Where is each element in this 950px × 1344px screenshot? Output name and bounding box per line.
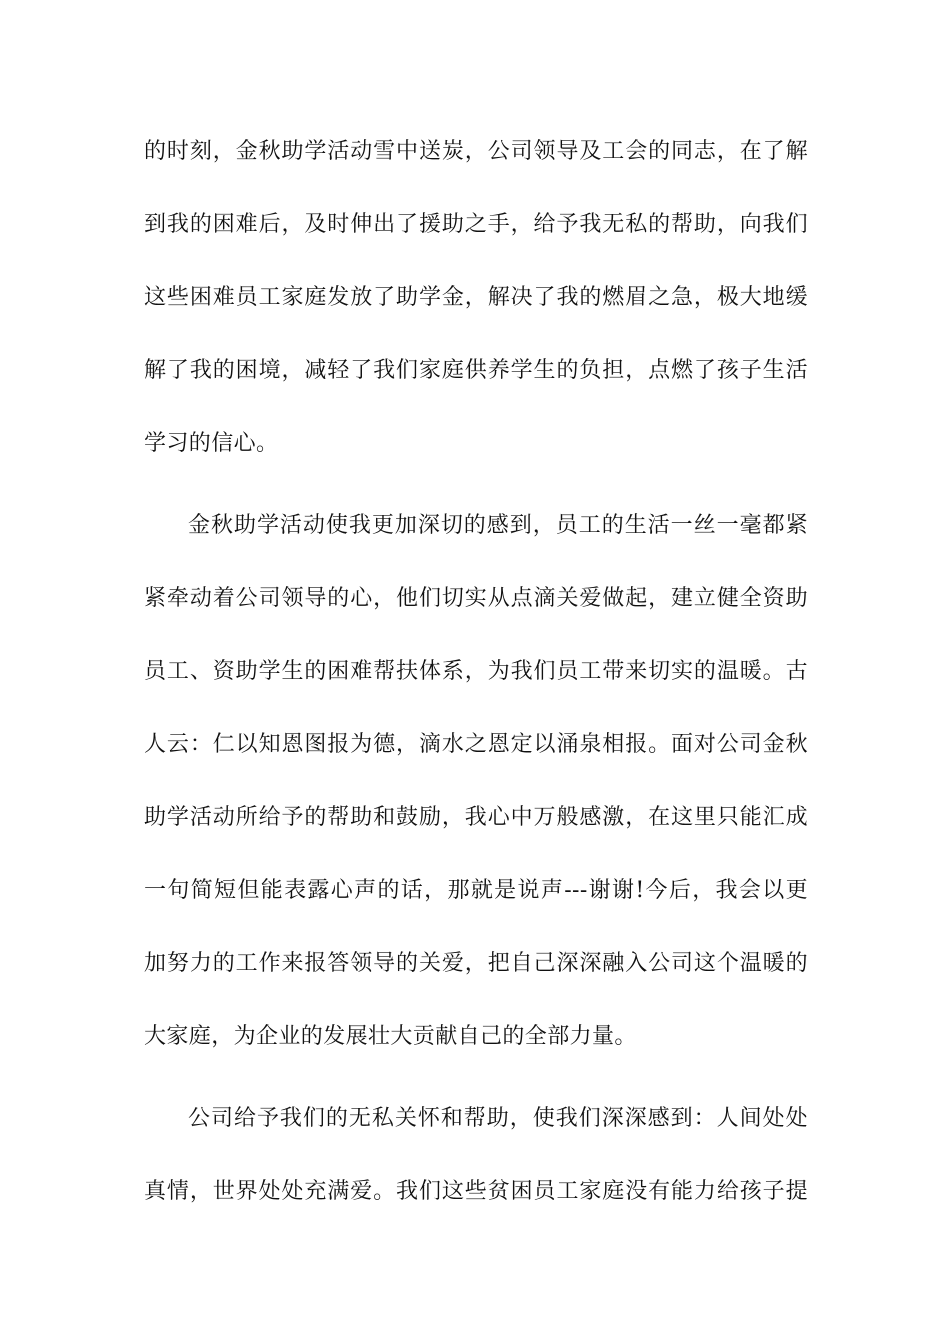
- text-line: 金秋助学活动使我更加深切的感到，员工的生活一丝一毫都紧: [188, 513, 808, 538]
- text-line: 一句简短但能表露心声的话，那就是说声---谢谢!今后，我会以更: [144, 878, 808, 903]
- text-line: 真情，世界处处充满爱。我们这些贫困员工家庭没有能力给孩子提: [144, 1179, 808, 1204]
- text-line: 解了我的困境，减轻了我们家庭供养学生的负担，点燃了孩子生活: [144, 358, 808, 383]
- text-line: 的时刻，金秋助学活动雪中送炭，公司领导及工会的同志，在了解: [144, 139, 808, 164]
- text-line: 大家庭，为企业的发展壮大贡献自己的全部力量。: [144, 1024, 637, 1049]
- text-line: 人云：仁以知恩图报为德，滴水之恩定以涌泉相报。面对公司金秋: [144, 732, 808, 757]
- text-line: 到我的困难后，及时伸出了援助之手，给予我无私的帮助，向我们: [144, 212, 808, 237]
- text-line: 员工、资助学生的困难帮扶体系，为我们员工带来切实的温暖。古: [144, 659, 808, 684]
- text-line: 学习的信心。: [144, 431, 279, 456]
- text-line: 这些困难员工家庭发放了助学金，解决了我的燃眉之急，极大地缓: [144, 285, 808, 310]
- text-line: 助学活动所给予的帮助和鼓励，我心中万般感激，在这里只能汇成: [144, 805, 808, 830]
- text-line: 加努力的工作来报答领导的关爱，把自己深深融入公司这个温暖的: [144, 951, 808, 976]
- text-line: 紧牵动着公司领导的心，他们切实从点滴关爱做起，建立健全资助: [144, 586, 808, 611]
- text-line: 公司给予我们的无私关怀和帮助，使我们深深感到：人间处处: [188, 1106, 808, 1131]
